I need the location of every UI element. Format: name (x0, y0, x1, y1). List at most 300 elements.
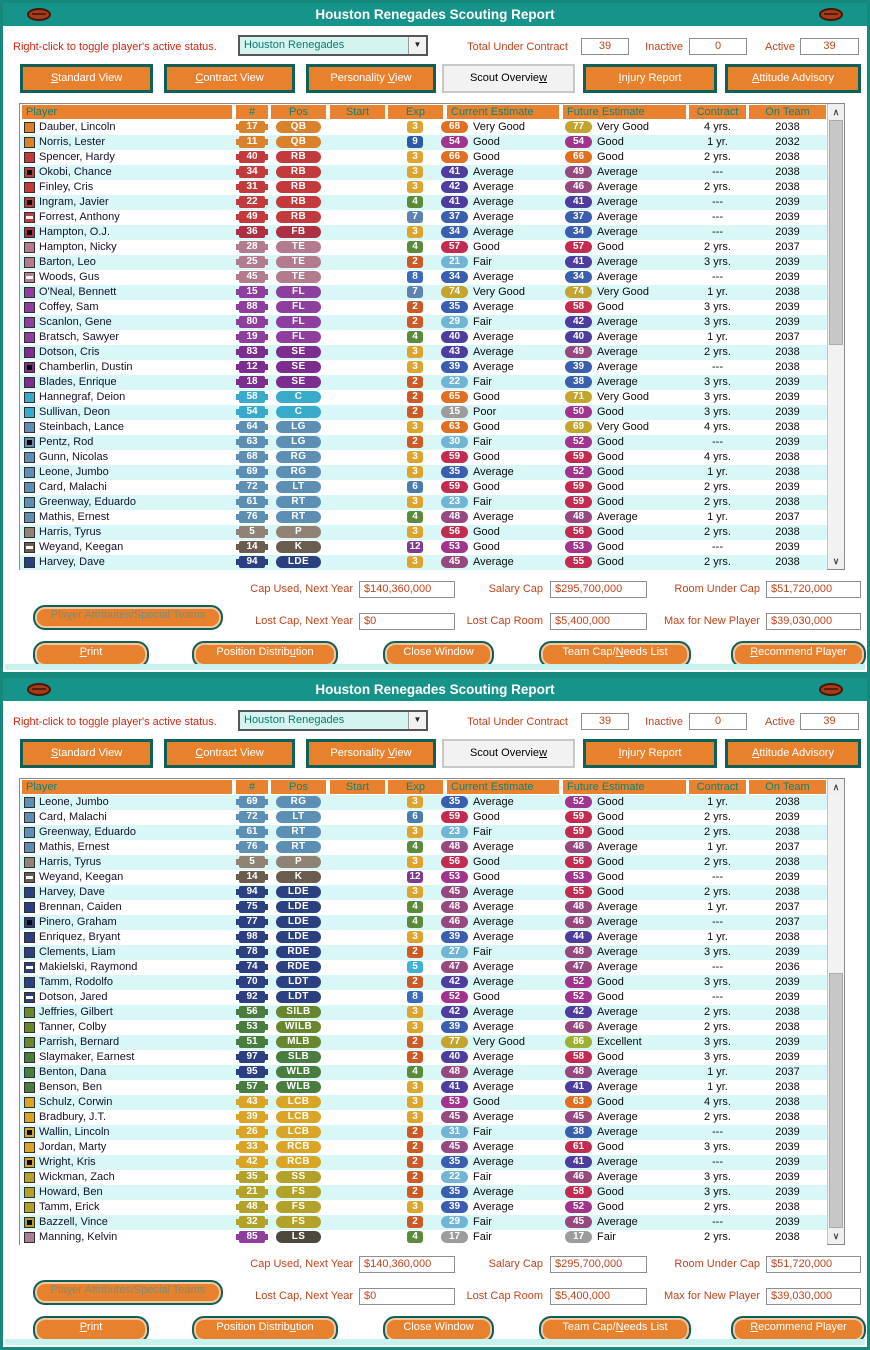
on-team-cell: 2038 (775, 496, 800, 508)
jersey-number-badge: 80 (239, 316, 265, 328)
close-window-button[interactable]: Close Window (383, 1316, 494, 1343)
column-header-pos[interactable]: Pos (271, 105, 326, 119)
active-status-square (24, 1022, 35, 1033)
team-dropdown[interactable] (238, 35, 428, 56)
player-row[interactable] (20, 840, 827, 855)
player-name: Harris, Tyrus (39, 526, 102, 538)
current-estimate-badge: 21 (441, 256, 468, 268)
on-team-cell: 2038 (775, 931, 800, 943)
max-for-new-player-field[interactable]: $39,030,000 (766, 613, 861, 630)
active-status-square (24, 512, 35, 523)
player-name: Benson, Ben (39, 1081, 102, 1093)
active-status-square (24, 902, 35, 913)
player-row[interactable] (20, 540, 827, 555)
close-window-button[interactable]: Close Window (383, 641, 494, 668)
total-under-contract-label: Total Under Contract (467, 41, 568, 53)
player-row[interactable] (20, 315, 827, 330)
exp-badge: 3 (407, 151, 423, 163)
exp-badge: 12 (407, 541, 423, 553)
active-status-square (24, 317, 35, 328)
future-estimate-badge: 69 (565, 421, 592, 433)
future-estimate-label: Good (597, 451, 624, 463)
player-row[interactable] (20, 1170, 827, 1185)
contract-cell: 3 yrs. (704, 1171, 731, 1183)
current-estimate-badge: 30 (441, 436, 468, 448)
column-header-player[interactable]: Player (22, 780, 232, 794)
player-row[interactable] (20, 135, 827, 150)
player-row[interactable] (20, 945, 827, 960)
column-header-[interactable]: # (236, 105, 268, 119)
position-pill: P (276, 856, 321, 868)
player-name: Leone, Jumbo (39, 796, 109, 808)
player-name: Schulz, Corwin (39, 1096, 113, 1108)
total-under-contract-field[interactable]: 39 (581, 713, 629, 730)
player-row[interactable] (20, 960, 827, 975)
tab-personality-view[interactable]: Personality View (306, 739, 436, 768)
team-dropdown[interactable] (238, 710, 428, 731)
on-team-cell: 2037 (775, 916, 800, 928)
player-row[interactable] (20, 450, 827, 465)
exp-badge: 3 (407, 526, 423, 538)
bottom-strip (5, 1339, 865, 1345)
future-estimate-label: Good (597, 541, 624, 553)
contract-cell: 2 yrs. (704, 1021, 731, 1033)
tab-injury-report[interactable]: Injury Report (583, 739, 717, 768)
total-under-contract-field[interactable]: 39 (581, 38, 629, 55)
column-header-contract[interactable]: Contract (689, 105, 746, 119)
print-button[interactable]: Print (33, 641, 149, 668)
player-row[interactable] (20, 210, 827, 225)
jersey-number-badge: 40 (239, 151, 265, 163)
player-row[interactable] (20, 795, 827, 810)
scroll-up-button[interactable]: ∧ (828, 104, 844, 120)
player-row[interactable] (20, 870, 827, 885)
player-row[interactable] (20, 495, 827, 510)
on-team-cell: 2039 (775, 811, 800, 823)
future-estimate-badge: 48 (565, 1066, 592, 1078)
player-name: Dauber, Lincoln (39, 121, 116, 133)
team-cap-needs-list-button[interactable]: Team Cap/Needs List (539, 641, 691, 668)
player-row[interactable] (20, 855, 827, 870)
current-estimate-label: Very Good (473, 1036, 525, 1048)
inactive-field[interactable]: 0 (689, 38, 747, 55)
tab-scout-overview[interactable]: Scout Overview (442, 739, 575, 768)
current-estimate-label: Fair (473, 1171, 492, 1183)
jersey-number-badge: 5 (239, 856, 265, 868)
tab-standard-view[interactable]: Standard View (20, 64, 153, 93)
team-dropdown-value: Houston Renegades (244, 714, 345, 726)
future-estimate-badge: 39 (565, 361, 592, 373)
salary-cap-field[interactable]: $295,700,000 (550, 581, 647, 598)
max-for-new-player-field[interactable]: $39,030,000 (766, 1288, 861, 1305)
scrollbar[interactable] (827, 104, 844, 569)
exp-badge: 3 (407, 466, 423, 478)
player-row[interactable] (20, 885, 827, 900)
scrollbar[interactable] (827, 779, 844, 1244)
tab-personality-view[interactable]: Personality View (306, 64, 436, 93)
position-pill: FL (276, 316, 321, 328)
future-estimate-badge: 46 (565, 916, 592, 928)
exp-badge: 2 (407, 316, 423, 328)
player-row[interactable] (20, 1050, 827, 1065)
current-estimate-badge: 54 (441, 136, 468, 148)
scroll-down-button[interactable]: ∨ (828, 553, 844, 569)
player-row[interactable] (20, 1230, 827, 1245)
lost-cap-next-year-field[interactable]: $0 (359, 1288, 455, 1305)
lost-cap-room-field[interactable]: $5,400,000 (550, 613, 647, 630)
future-estimate-label: Very Good (597, 121, 649, 133)
room-under-cap-label: Room Under Cap (674, 1258, 760, 1270)
on-team-cell: 2038 (775, 151, 800, 163)
current-estimate-badge: 68 (441, 121, 468, 133)
exp-badge: 3 (407, 451, 423, 463)
current-estimate-badge: 45 (441, 886, 468, 898)
contract-cell: 2 yrs. (704, 886, 731, 898)
player-name: Bazzell, Vince (39, 1216, 108, 1228)
position-distribution-button[interactable]: Position Distribution (192, 1316, 338, 1343)
player-name: Barton, Leo (39, 256, 96, 268)
recommend-player-button[interactable]: Recommend Player (731, 1316, 866, 1343)
exp-badge: 2 (407, 436, 423, 448)
active-status-square (24, 1187, 35, 1198)
future-estimate-badge: 38 (565, 376, 592, 388)
player-row[interactable] (20, 1080, 827, 1095)
contract-cell: 2 yrs. (704, 556, 731, 568)
cap-used-next-year-field[interactable]: $140,360,000 (359, 581, 455, 598)
current-estimate-badge: 39 (441, 1021, 468, 1033)
player-table (19, 778, 845, 1245)
current-estimate-label: Good (473, 526, 500, 538)
scroll-up-button[interactable]: ∧ (828, 779, 844, 795)
exp-badge: 4 (407, 196, 423, 208)
player-row[interactable] (20, 990, 827, 1005)
player-row[interactable] (20, 360, 827, 375)
jersey-number-badge: 22 (239, 196, 265, 208)
future-estimate-label: Average (597, 211, 638, 223)
player-name: Greenway, Eduardo (39, 826, 137, 838)
position-pill: LT (276, 481, 321, 493)
contract-cell: 3 yrs. (704, 376, 731, 388)
player-row[interactable] (20, 165, 827, 180)
contract-cell: 1 yr. (707, 286, 728, 298)
future-estimate-badge: 53 (565, 871, 592, 883)
player-name: Dotson, Jared (39, 991, 108, 1003)
scroll-down-button[interactable]: ∨ (828, 1228, 844, 1244)
player-name: Pinero, Graham (39, 916, 117, 928)
exp-badge: 2 (407, 946, 423, 958)
current-estimate-badge: 41 (441, 196, 468, 208)
tab-standard-view[interactable]: Standard View (20, 739, 153, 768)
contract-cell: 4 yrs. (704, 421, 731, 433)
lost-cap-room-field[interactable]: $5,400,000 (550, 1288, 647, 1305)
current-estimate-label: Average (473, 1186, 514, 1198)
exp-badge: 3 (407, 1006, 423, 1018)
contract-cell: 2 yrs. (704, 826, 731, 838)
player-row[interactable] (20, 1110, 827, 1125)
player-row[interactable] (20, 405, 827, 420)
exp-badge: 3 (407, 361, 423, 373)
current-estimate-label: Fair (473, 1231, 492, 1243)
current-estimate-label: Fair (473, 256, 492, 268)
player-row[interactable] (20, 825, 827, 840)
position-pill: LDT (276, 991, 321, 1003)
print-button[interactable]: Print (33, 1316, 149, 1343)
player-row[interactable] (20, 525, 827, 540)
player-row[interactable] (20, 1185, 827, 1200)
player-name: Woods, Gus (39, 271, 100, 283)
future-estimate-label: Good (597, 556, 624, 568)
exp-badge: 3 (407, 826, 423, 838)
player-row[interactable] (20, 1095, 827, 1110)
jersey-number-badge: 25 (239, 256, 265, 268)
future-estimate-label: Good (597, 301, 624, 313)
exp-badge: 4 (407, 241, 423, 253)
player-row[interactable] (20, 180, 827, 195)
contract-cell: 1 yr. (707, 931, 728, 943)
future-estimate-badge: 34 (565, 226, 592, 238)
player-row[interactable] (20, 1020, 827, 1035)
future-estimate-label: Average (597, 1081, 638, 1093)
contract-cell: 1 yr. (707, 136, 728, 148)
scroll-thumb[interactable] (829, 973, 843, 1228)
current-estimate-badge: 48 (441, 901, 468, 913)
player-row[interactable] (20, 975, 827, 990)
contract-cell: 2 yrs. (704, 1231, 731, 1243)
contract-cell: 2 yrs. (704, 1201, 731, 1213)
player-row[interactable] (20, 420, 827, 435)
current-estimate-badge: 42 (441, 1006, 468, 1018)
active-field[interactable]: 39 (800, 713, 859, 730)
contract-cell: 1 yr. (707, 331, 728, 343)
position-pill: SE (276, 376, 321, 388)
exp-badge: 7 (407, 211, 423, 223)
current-estimate-label: Average (473, 931, 514, 943)
position-pill: LG (276, 436, 321, 448)
position-pill: FS (276, 1201, 321, 1213)
column-header-exp[interactable]: Exp (388, 780, 443, 794)
contract-cell: 1 yr. (707, 901, 728, 913)
column-header-on-team[interactable]: On Team (749, 780, 826, 794)
current-estimate-badge: 23 (441, 826, 468, 838)
player-row[interactable] (20, 375, 827, 390)
tab-scout-overview[interactable]: Scout Overview (442, 64, 575, 93)
future-estimate-label: Good (597, 1051, 624, 1063)
jersey-number-badge: 36 (239, 226, 265, 238)
jersey-number-badge: 72 (239, 481, 265, 493)
football-icon-left (27, 683, 51, 696)
column-header-future-estimate[interactable]: Future Estimate (563, 105, 686, 119)
current-estimate-label: Average (473, 166, 514, 178)
player-row[interactable] (20, 1035, 827, 1050)
on-team-cell: 2039 (775, 211, 800, 223)
player-row[interactable] (20, 1140, 827, 1155)
on-team-cell: 2038 (775, 556, 800, 568)
lost-cap-next-year-field[interactable]: $0 (359, 613, 455, 630)
tab-attitude-advisory[interactable]: Attitude Advisory (725, 64, 861, 93)
player-attributes-special-teams-button[interactable]: Player Attributes/Special Teams (33, 1280, 223, 1305)
exp-badge: 3 (407, 931, 423, 943)
position-pill: LT (276, 811, 321, 823)
player-row[interactable] (20, 270, 827, 285)
future-estimate-badge: 53 (565, 541, 592, 553)
on-team-cell: 2038 (775, 286, 800, 298)
player-attributes-special-teams-button[interactable]: Player Attributes/Special Teams (33, 605, 223, 630)
player-row[interactable] (20, 480, 827, 495)
player-row[interactable] (20, 255, 827, 270)
player-row[interactable] (20, 330, 827, 345)
player-name: Slaymaker, Earnest (39, 1051, 135, 1063)
future-estimate-badge: 59 (565, 811, 592, 823)
football-icon-left (27, 8, 51, 21)
column-header-future-estimate[interactable]: Future Estimate (563, 780, 686, 794)
current-estimate-label: Good (473, 136, 500, 148)
tab-attitude-advisory[interactable]: Attitude Advisory (725, 739, 861, 768)
player-name: Mathis, Ernest (39, 511, 110, 523)
position-pill: QB (276, 136, 321, 148)
player-row[interactable] (20, 195, 827, 210)
player-row[interactable] (20, 555, 827, 570)
player-row[interactable] (20, 300, 827, 315)
current-estimate-label: Average (473, 1141, 514, 1153)
player-name: Weyand, Keegan (39, 541, 124, 553)
player-row[interactable] (20, 345, 827, 360)
exp-badge: 3 (407, 421, 423, 433)
future-estimate-badge: 52 (565, 976, 592, 988)
player-row[interactable] (20, 915, 827, 930)
exp-badge: 9 (407, 136, 423, 148)
active-status-square (24, 272, 35, 283)
player-row[interactable] (20, 1155, 827, 1170)
dropdown-arrow-icon[interactable]: ▼ (408, 712, 426, 729)
jersey-number-badge: 97 (239, 1051, 265, 1063)
future-estimate-label: Good (597, 1141, 624, 1153)
future-estimate-badge: 38 (565, 1126, 592, 1138)
position-pill: RB (276, 151, 321, 163)
player-row[interactable] (20, 900, 827, 915)
cap-used-next-year-field[interactable]: $140,360,000 (359, 1256, 455, 1273)
jersey-number-badge: 45 (239, 271, 265, 283)
player-row[interactable] (20, 1125, 827, 1140)
player-row[interactable] (20, 465, 827, 480)
future-estimate-badge: 41 (565, 1156, 592, 1168)
player-row[interactable] (20, 510, 827, 525)
player-name: Harvey, Dave (39, 556, 105, 568)
position-distribution-button[interactable]: Position Distribution (192, 641, 338, 668)
player-row[interactable] (20, 1005, 827, 1020)
current-estimate-badge: 48 (441, 511, 468, 523)
future-estimate-badge: 47 (565, 961, 592, 973)
future-estimate-label: Good (597, 856, 624, 868)
exp-badge: 8 (407, 991, 423, 1003)
jersey-number-badge: 69 (239, 466, 265, 478)
player-name: Pentz, Rod (39, 436, 94, 448)
jersey-number-badge: 11 (239, 136, 265, 148)
scroll-thumb[interactable] (829, 120, 843, 345)
player-row[interactable] (20, 810, 827, 825)
current-estimate-label: Average (473, 1051, 514, 1063)
player-row[interactable] (20, 1215, 827, 1230)
player-row[interactable] (20, 435, 827, 450)
active-status-square (24, 827, 35, 838)
player-row[interactable] (20, 1200, 827, 1215)
exp-badge: 2 (407, 1051, 423, 1063)
active-status-square (24, 1232, 35, 1243)
salary-cap-field[interactable]: $295,700,000 (550, 1256, 647, 1273)
column-header-contract[interactable]: Contract (689, 780, 746, 794)
column-header-exp[interactable]: Exp (388, 105, 443, 119)
future-estimate-badge: 46 (565, 1171, 592, 1183)
column-header-current-estimate[interactable]: Current Estimate (447, 780, 559, 794)
future-estimate-badge: 42 (565, 1006, 592, 1018)
on-team-cell: 2039 (775, 301, 800, 313)
position-pill: TE (276, 271, 321, 283)
player-name: Finley, Cris (39, 181, 94, 193)
inactive-field[interactable]: 0 (689, 713, 747, 730)
dropdown-arrow-icon[interactable]: ▼ (408, 37, 426, 54)
room-under-cap-field[interactable]: $51,720,000 (766, 1256, 861, 1273)
jersey-number-badge: 56 (239, 1006, 265, 1018)
recommend-player-button[interactable]: Recommend Player (731, 641, 866, 668)
current-estimate-label: Average (473, 796, 514, 808)
player-row[interactable] (20, 390, 827, 405)
future-estimate-label: Fair (597, 1231, 616, 1243)
column-header-on-team[interactable]: On Team (749, 105, 826, 119)
player-row[interactable] (20, 930, 827, 945)
team-cap-needs-list-button[interactable]: Team Cap/Needs List (539, 1316, 691, 1343)
player-name: Makielski, Raymond (39, 961, 138, 973)
room-under-cap-field[interactable]: $51,720,000 (766, 581, 861, 598)
future-estimate-label: Average (597, 271, 638, 283)
current-estimate-badge: 29 (441, 1216, 468, 1228)
exp-badge: 6 (407, 811, 423, 823)
player-row[interactable] (20, 1065, 827, 1080)
player-row[interactable] (20, 240, 827, 255)
column-header-current-estimate[interactable]: Current Estimate (447, 105, 559, 119)
active-status-square (24, 482, 35, 493)
active-field[interactable]: 39 (800, 38, 859, 55)
column-header-pos[interactable]: Pos (271, 780, 326, 794)
exp-badge: 2 (407, 301, 423, 313)
current-estimate-badge: 35 (441, 301, 468, 313)
exp-badge: 12 (407, 871, 423, 883)
future-estimate-label: Good (597, 136, 624, 148)
player-row[interactable] (20, 120, 827, 135)
current-estimate-badge: 46 (441, 916, 468, 928)
future-estimate-badge: 55 (565, 556, 592, 568)
active-status-square (24, 527, 35, 538)
column-header-player[interactable]: Player (22, 105, 232, 119)
tab-contract-view[interactable]: Contract View (164, 739, 295, 768)
active-status-square (24, 917, 35, 928)
contract-cell: 3 yrs. (704, 1141, 731, 1153)
tab-contract-view[interactable]: Contract View (164, 64, 295, 93)
player-row[interactable] (20, 150, 827, 165)
player-row[interactable] (20, 285, 827, 300)
column-header-start[interactable]: Start (330, 780, 385, 794)
current-estimate-label: Average (473, 226, 514, 238)
tab-injury-report[interactable]: Injury Report (583, 64, 717, 93)
player-row[interactable] (20, 225, 827, 240)
column-header-start[interactable]: Start (330, 105, 385, 119)
position-pill: FS (276, 1216, 321, 1228)
column-header-[interactable]: # (236, 780, 268, 794)
active-status-square (24, 1217, 35, 1228)
active-status-square (24, 422, 35, 433)
player-name: Wright, Kris (39, 1156, 96, 1168)
current-estimate-label: Average (473, 211, 514, 223)
on-team-cell: 2037 (775, 901, 800, 913)
on-team-cell: 2039 (775, 991, 800, 1003)
